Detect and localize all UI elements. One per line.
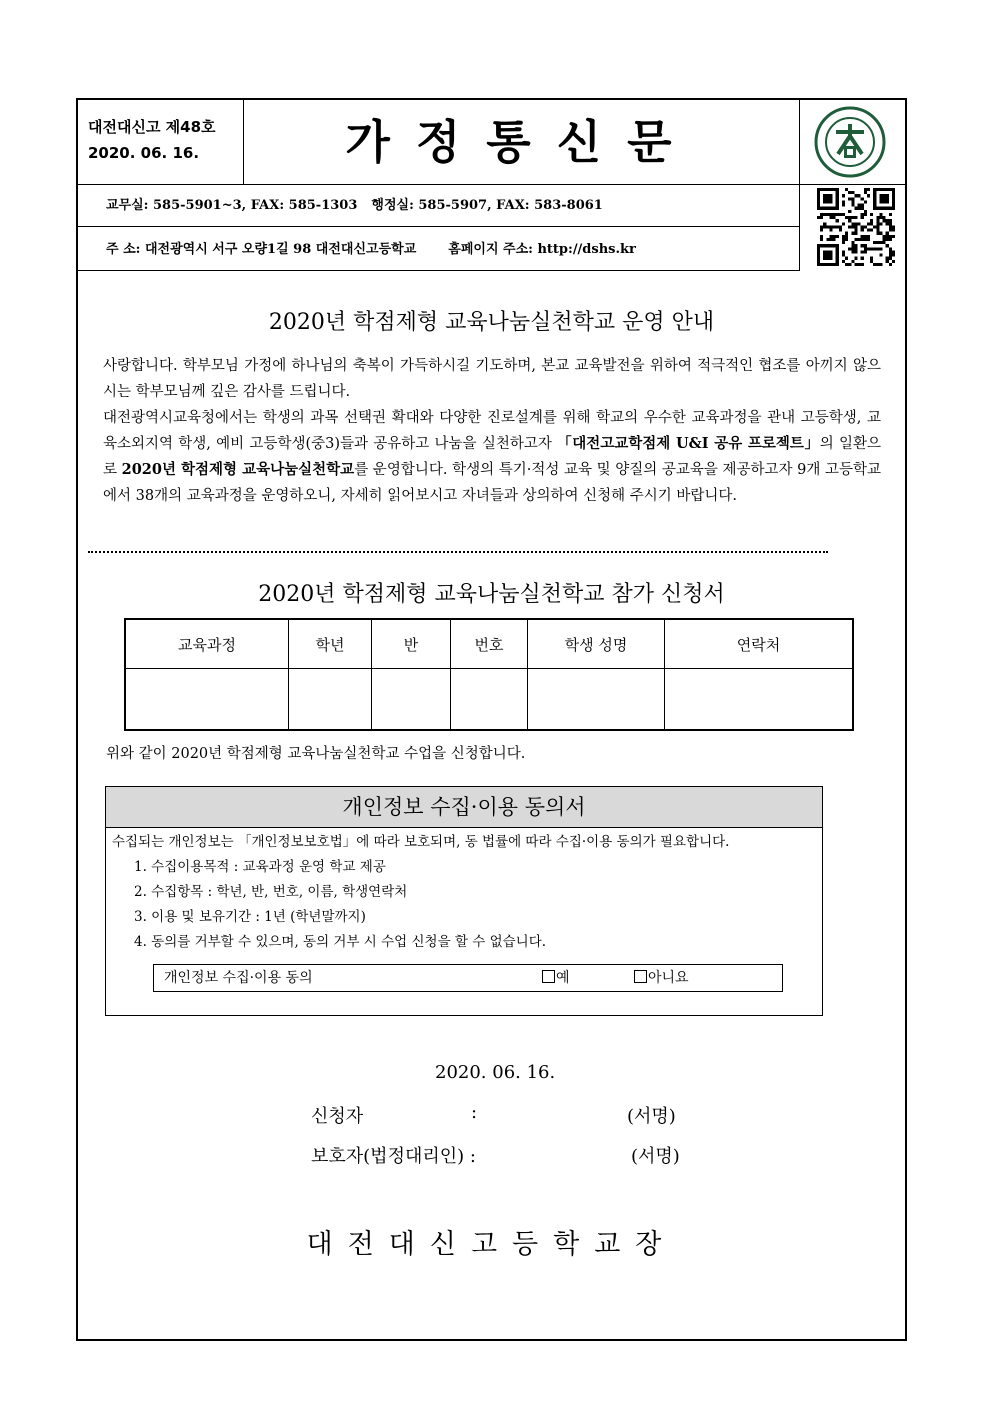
- consent-intro: 수집되는 개인정보는 「개인정보보호법」에 따라 보호되며, 동 법률에 따라 수집·이용 동의가 필요합니다.: [112, 834, 730, 850]
- greeting-paragraph: 사랑합니다. 학부모님 가정에 하나님의 축복이 가득하시길 기도하며, 본교 교육발전을 위하여 적극적인 협조를 아끼지 않으시는 학부모님께 깊은 감사를 드립니다.: [103, 358, 881, 400]
- issue-number: 대전대신고 제48호: [88, 118, 216, 136]
- agree-no-option[interactable]: [634, 965, 689, 991]
- page-title: 가정통신문: [345, 115, 698, 169]
- col-contact: 연락처: [665, 619, 854, 669]
- consent-item: 3. 이용 및 보유기간 : 1년 (학년말까지): [134, 909, 366, 925]
- course-field[interactable]: [125, 669, 289, 731]
- office-contact: 교무실: 585-5901~3, FAX: 585-1303: [106, 198, 358, 213]
- school-address: 주 소: 대전광역시 서구 오량1길 98 대전대신고등학교: [106, 242, 417, 257]
- program-name: 2020년 학점제형 교육나눔실천학교: [121, 461, 355, 478]
- guardian-label: 보호자(법정대리인) :: [311, 1146, 476, 1167]
- signature-date: 2020. 06. 16.: [435, 1062, 556, 1083]
- applicant-label: 신청자: [311, 1106, 364, 1127]
- applicant-colon: :: [471, 1102, 478, 1123]
- header-top: [78, 100, 905, 185]
- col-student-name: 학생 성명: [528, 619, 665, 669]
- issue-info: [78, 100, 244, 184]
- guardian-sign[interactable]: (서명): [631, 1146, 680, 1167]
- col-course: 교육과정: [125, 619, 289, 669]
- contact-field[interactable]: [665, 669, 854, 731]
- school-logo: [814, 106, 886, 178]
- cut-line: [88, 551, 828, 553]
- table-header-row: [125, 619, 853, 669]
- agree-yes-option[interactable]: [542, 965, 570, 991]
- applicant-sign[interactable]: (서명): [627, 1106, 676, 1127]
- qr-code[interactable]: [817, 188, 895, 266]
- consent-item: 1. 수집이용목적 : 교육과정 운영 학교 제공: [134, 859, 386, 875]
- notice-heading: 2020년 학점제형 교육나눔실천학교 운영 안내: [268, 310, 715, 335]
- col-grade: 학년: [289, 619, 372, 669]
- consent-title: 개인정보 수집·이용 동의서: [106, 787, 822, 828]
- agree-row: [153, 964, 783, 992]
- col-number: 번호: [451, 619, 528, 669]
- grade-field[interactable]: [289, 669, 372, 731]
- application-table: [124, 618, 854, 731]
- consent-item: 2. 수집항목 : 학년, 반, 번호, 이름, 학생연락처: [134, 884, 408, 900]
- consent-box: [105, 786, 823, 1016]
- program-paragraph: [103, 405, 881, 509]
- table-row: [125, 669, 853, 731]
- newsletter-frame: [76, 98, 907, 1341]
- program-text-3: 를 운영합니다. 학생의 특기·적성 교육 및 양질의 공교육을 제공하고자 9개 고등학교에서 38개의 교육과정을 운영하오니, 자세히 읽어보시고 자녀들과 상의하여 신청해 주시기 바랍니다.: [103, 462, 881, 504]
- consent-body: [106, 828, 822, 955]
- consent-item: 4. 동의를 거부할 수 있으며, 동의 거부 시 수업 신청을 할 수 없습니다.: [134, 934, 547, 950]
- program-text-1: 대전광역시교육청에서는 학생의 과목 선택권 확대와 다양한 진로설계를 위해 학교의 우수한 교육과정을 관내 고등학생, 교육소외지역 학생, 예비 고등학생(중3)들과 공유하고 나눔을 실천하고자: [103, 410, 881, 452]
- yes-checkbox[interactable]: [542, 970, 555, 983]
- no-label: 아니요: [648, 970, 689, 986]
- col-class: 반: [372, 619, 451, 669]
- program-text-2: 의 일환으로: [103, 436, 881, 478]
- project-name: 「대전고교학점제 U&I 공유 프로젝트」: [557, 435, 820, 452]
- address-row: [78, 228, 799, 271]
- agree-label: 개인정보 수집·이용 동의: [164, 970, 313, 986]
- class-field[interactable]: [372, 669, 451, 731]
- issue-date: 2020. 06. 16.: [88, 144, 200, 162]
- principal-signature: 대전대신고등학교장: [306, 1229, 677, 1260]
- logo-cell: [799, 100, 905, 271]
- number-field[interactable]: [451, 669, 528, 731]
- no-checkbox[interactable]: [634, 970, 647, 983]
- contact-row: [78, 184, 799, 227]
- application-statement: 위와 같이 2020년 학점제형 교육나눔실천학교 수업을 신청합니다.: [106, 746, 526, 762]
- student-name-field[interactable]: [528, 669, 665, 731]
- application-heading: 2020년 학점제형 교육나눔실천학교 참가 신청서: [258, 582, 725, 607]
- homepage-address: 홈페이지 주소: http://dshs.kr: [448, 242, 636, 257]
- admin-contact: 행정실: 585-5907, FAX: 583-8061: [371, 198, 603, 213]
- yes-label: 예: [556, 970, 570, 986]
